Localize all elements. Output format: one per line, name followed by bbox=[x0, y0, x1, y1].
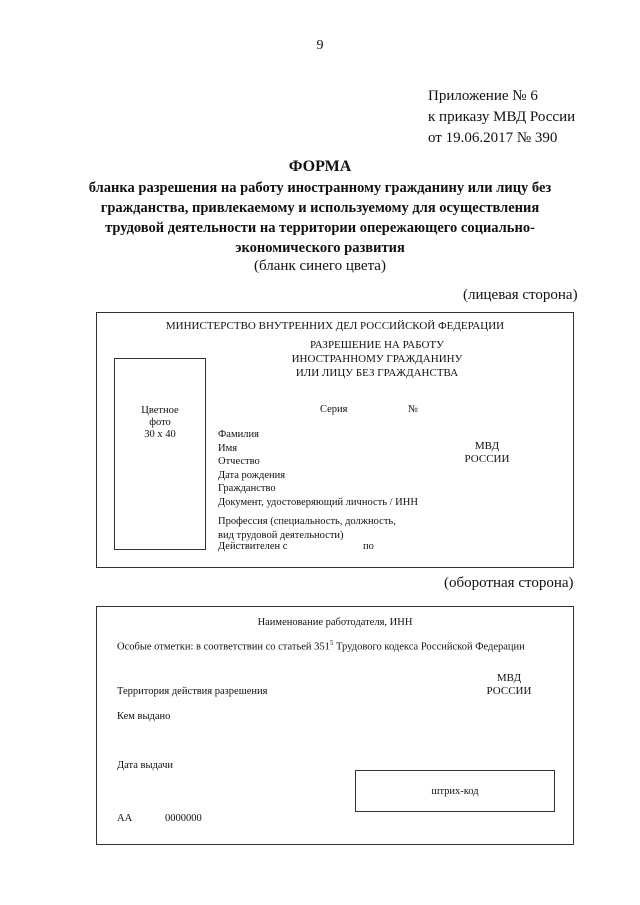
photo-caption-line: фото bbox=[149, 417, 171, 428]
issued-by-label: Кем выдано bbox=[117, 711, 171, 722]
mvd-mark bbox=[447, 440, 527, 466]
field-patronymic: Отчество bbox=[218, 456, 260, 467]
photo-box bbox=[114, 358, 206, 550]
appendix-reference bbox=[428, 86, 575, 149]
front-side-label: (лицевая сторона) bbox=[463, 287, 578, 303]
profession-field bbox=[218, 515, 396, 542]
number-label: № bbox=[408, 404, 419, 415]
profession-line: вид трудовой деятельности) bbox=[218, 529, 344, 541]
back-card bbox=[96, 606, 574, 845]
special-marks-article-index: 5 bbox=[329, 639, 334, 647]
profession-line: Профессия (специальность, должность, bbox=[218, 516, 396, 527]
photo-caption-line: Цветное bbox=[141, 405, 179, 416]
photo-caption-line: 30 х 40 bbox=[144, 429, 176, 440]
back-side-label: (оборотная сторона) bbox=[444, 575, 574, 591]
mvd-line: РОССИИ bbox=[486, 685, 532, 697]
field-name: Имя bbox=[218, 442, 238, 454]
special-marks-text: Особые отметки: в соответствии со статьей 351 bbox=[117, 641, 330, 653]
page-number: 9 bbox=[316, 38, 324, 53]
appendix-line: к приказу МВД России bbox=[428, 109, 576, 125]
blank-color-note: (бланк синего цвета) bbox=[254, 258, 386, 274]
series-label: Серия bbox=[320, 404, 348, 415]
special-marks bbox=[117, 639, 525, 653]
form-title: ФОРМА bbox=[288, 158, 352, 175]
field-identity-document: Документ, удостоверяющий личность / ИНН bbox=[218, 496, 418, 508]
field-citizenship: Гражданство bbox=[218, 483, 276, 494]
valid-from-label: Действителен с bbox=[218, 541, 288, 552]
permit-title bbox=[247, 338, 507, 380]
mvd-line: РОССИИ bbox=[464, 453, 510, 465]
field-birth-date: Дата рождения bbox=[218, 469, 286, 481]
special-marks-text: Трудового кодекса Российской Федерации bbox=[333, 641, 525, 653]
personal-fields bbox=[218, 428, 418, 509]
permit-title-line: ИЛИ ЛИЦУ БЕЗ ГРАЖДАНСТВА bbox=[295, 367, 459, 379]
number-code: 0000000 bbox=[165, 813, 202, 824]
form-subtitle: бланка разрешения на работу иностранному гражданину или лицу без гражданства, привлекаемому и используемому для осуществления трудовой деятельности на территории опережающего социально-экономического развития bbox=[88, 180, 552, 256]
valid-to-label: по bbox=[363, 541, 374, 552]
barcode-box bbox=[355, 770, 555, 812]
territory-label: Территория действия разрешения bbox=[117, 686, 268, 697]
field-surname: Фамилия bbox=[218, 429, 259, 440]
appendix-line: Приложение № 6 bbox=[428, 88, 538, 104]
photo-caption bbox=[115, 405, 205, 441]
employer-label: Наименование работодателя, ИНН bbox=[257, 617, 413, 628]
barcode-label: штрих-код bbox=[431, 786, 479, 797]
permit-title-line: ИНОСТРАННОМУ ГРАЖДАНИНУ bbox=[291, 353, 463, 365]
issue-date-label: Дата выдачи bbox=[117, 760, 174, 771]
mvd-mark bbox=[469, 672, 549, 698]
appendix-line: от 19.06.2017 № 390 bbox=[428, 130, 558, 146]
front-card bbox=[96, 312, 574, 568]
series-code: АА bbox=[117, 813, 133, 824]
ministry-name: МИНИСТЕРСТВО ВНУТРЕННИХ ДЕЛ РОССИЙСКОЙ ФЕДЕРАЦИИ bbox=[165, 320, 505, 332]
permit-title-line: РАЗРЕШЕНИЕ НА РАБОТУ bbox=[310, 339, 444, 351]
mvd-line: МВД bbox=[496, 672, 522, 684]
mvd-line: МВД bbox=[474, 440, 500, 452]
